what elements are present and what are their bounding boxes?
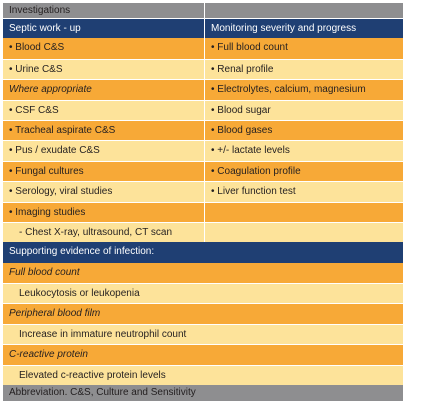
evidence-category: Full blood count bbox=[9, 266, 80, 278]
evidence-row bbox=[3, 344, 403, 364]
evidence-category: Peripheral blood film bbox=[9, 308, 101, 320]
table-row bbox=[3, 140, 403, 160]
monitoring-cell: • Coagulation profile bbox=[211, 165, 301, 177]
investigations-table bbox=[3, 3, 403, 401]
evidence-row bbox=[3, 324, 403, 344]
table-row bbox=[3, 161, 403, 181]
septic-workup-cell: • Tracheal aspirate C&S bbox=[3, 121, 205, 140]
footer-row bbox=[3, 385, 403, 401]
table-row bbox=[3, 222, 403, 242]
title-row-blank bbox=[205, 3, 403, 18]
septic-workup-cell: • Imaging studies bbox=[3, 203, 205, 222]
evidence-heading: Supporting evidence of infection: bbox=[9, 246, 155, 258]
evidence-row bbox=[3, 365, 403, 385]
monitoring-cell: • Liver function test bbox=[211, 186, 296, 198]
table-row bbox=[3, 38, 403, 58]
monitoring-cell bbox=[205, 203, 403, 222]
table-row bbox=[3, 100, 403, 120]
monitoring-cell: • Blood gases bbox=[211, 124, 273, 136]
investigation-rows bbox=[3, 38, 403, 242]
table-row bbox=[3, 202, 403, 222]
monitoring-cell: • Renal profile bbox=[211, 63, 274, 75]
table-row bbox=[3, 120, 403, 140]
monitoring-cell: • +/- lactate levels bbox=[211, 145, 290, 157]
evidence-row bbox=[3, 263, 403, 283]
header-septic-workup: Septic work - up bbox=[3, 19, 205, 38]
monitoring-cell: • Electrolytes, calcium, magnesium bbox=[211, 84, 366, 96]
evidence-heading-row bbox=[3, 242, 403, 262]
septic-workup-cell: • Serology, viral studies bbox=[3, 182, 205, 201]
evidence-finding: Leukocytosis or leukopenia bbox=[19, 288, 140, 300]
septic-workup-cell: • Urine C&S bbox=[3, 60, 205, 79]
septic-workup-cell: • Fungal cultures bbox=[3, 162, 205, 181]
table-row bbox=[3, 59, 403, 79]
table-row bbox=[3, 79, 403, 99]
septic-workup-cell: • CSF C&S bbox=[3, 101, 205, 120]
header-monitoring: Monitoring severity and progress bbox=[211, 23, 357, 34]
column-header-row bbox=[3, 18, 403, 38]
septic-workup-cell: - Chest X-ray, ultrasound, CT scan bbox=[3, 223, 205, 242]
evidence-finding: Elevated c-reactive protein levels bbox=[19, 369, 166, 381]
monitoring-cell: • Full blood count bbox=[211, 42, 288, 54]
table-title: Investigations bbox=[3, 3, 205, 18]
septic-workup-cell: • Blood C&S bbox=[3, 38, 205, 58]
evidence-rows bbox=[3, 263, 403, 385]
evidence-category: C-reactive protein bbox=[9, 349, 88, 361]
title-row bbox=[3, 3, 403, 18]
evidence-row bbox=[3, 303, 403, 323]
septic-workup-cell: • Pus / exudate C&S bbox=[3, 141, 205, 160]
septic-workup-cell: Where appropriate bbox=[3, 80, 205, 99]
evidence-finding: Increase in immature neutrophil count bbox=[19, 328, 187, 340]
abbreviation-footer: Abbreviation. C&S, Culture and Sensitivity bbox=[9, 387, 196, 399]
monitoring-cell bbox=[205, 223, 403, 242]
monitoring-cell: • Blood sugar bbox=[211, 104, 271, 116]
table-row bbox=[3, 181, 403, 201]
evidence-row bbox=[3, 283, 403, 303]
